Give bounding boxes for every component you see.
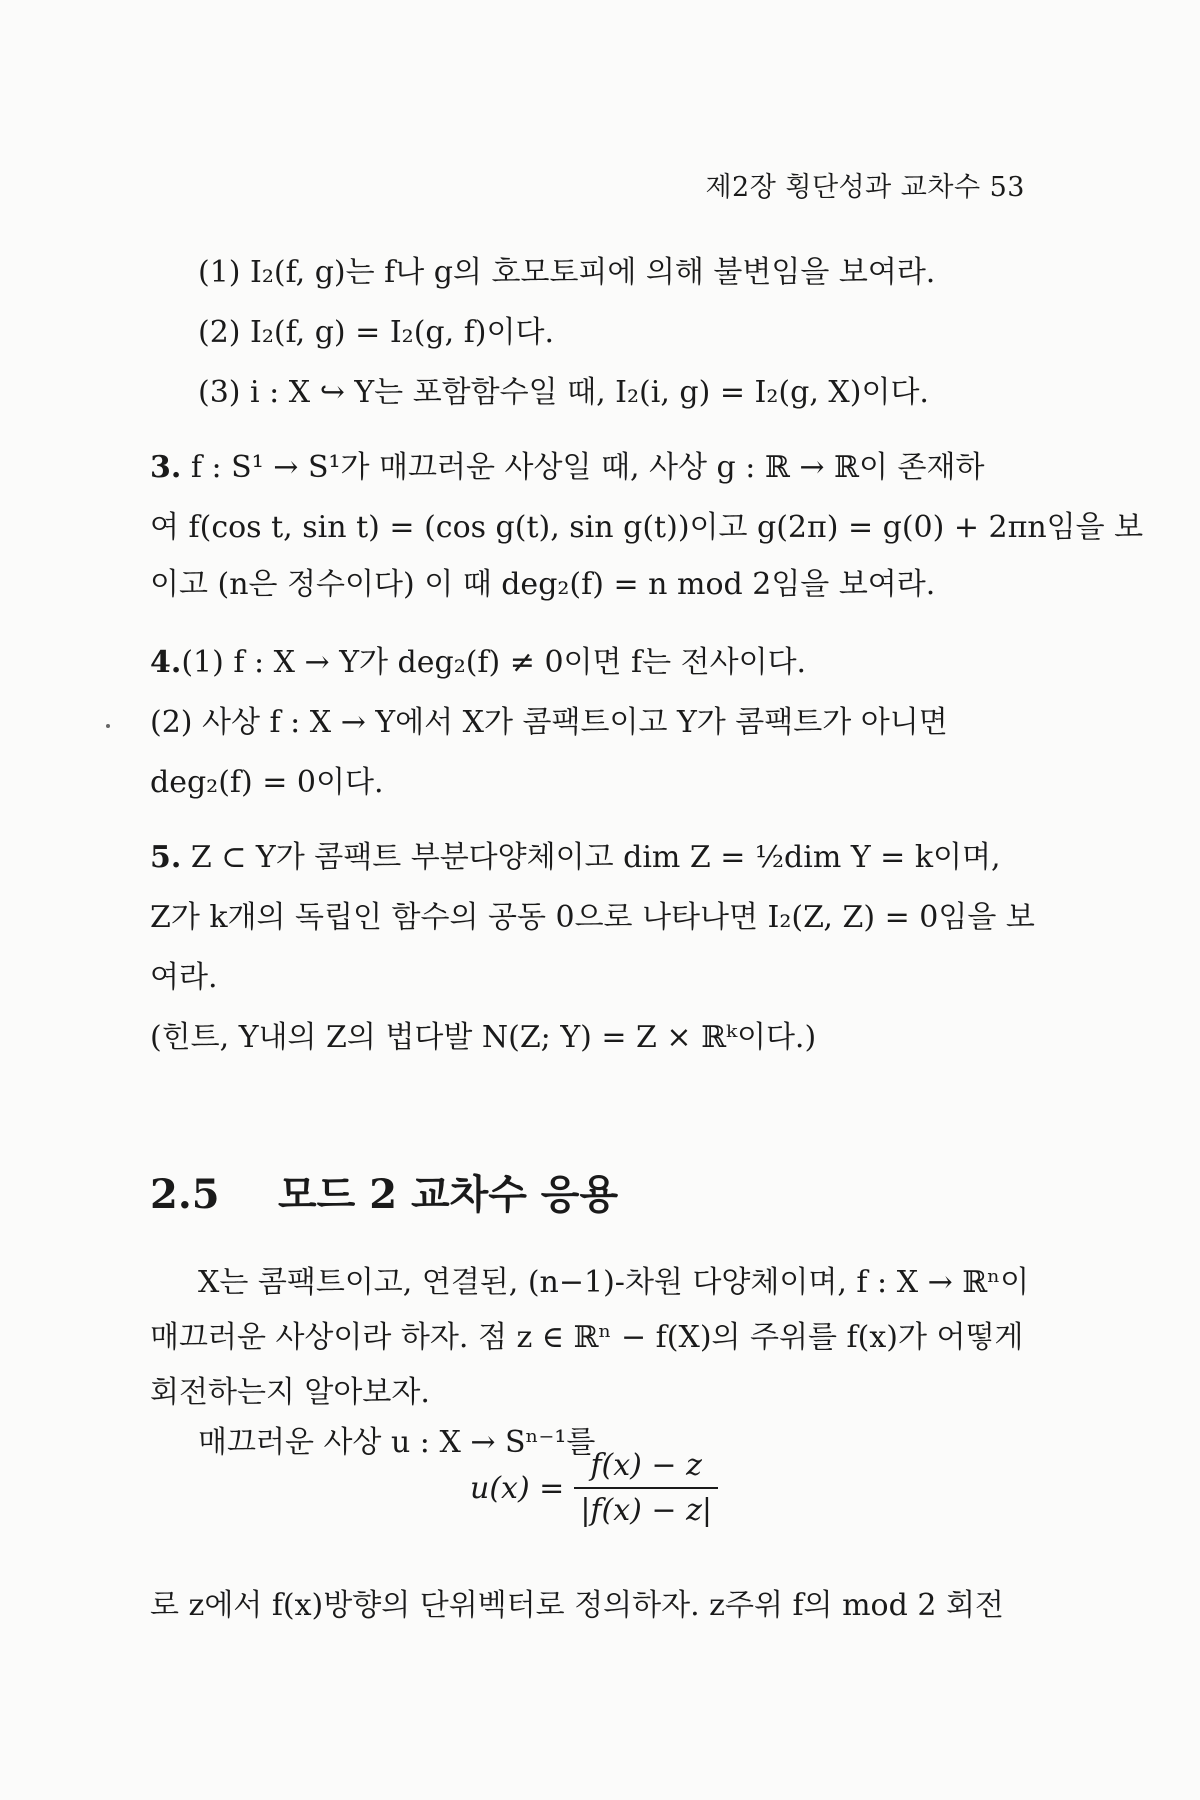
exercise-text: Z ⊂ Y가 콤팩트 부분다양체이고 dim Z = ½dim Y = k이며,: [190, 840, 1001, 875]
exercise-4-line-2: (2) 사상 f : X → Y에서 X가 콤팩트이고 Y가 콤팩트가 아니면: [150, 705, 948, 740]
exercise-number: 3.: [150, 450, 182, 485]
section-heading: [150, 1163, 618, 1220]
body-line-1: X는 콤팩트이고, 연결된, (n−1)-차원 다양체이며, f : X → ℝⁿ이: [198, 1265, 1030, 1300]
exercise-part-1: (1) I₂(f, g)는 f나 g의 호모토피에 의해 불변임을 보여라.: [198, 255, 936, 290]
formula-denominator: |f(x) − z|: [574, 1487, 718, 1528]
exercise-4-line-1: [150, 645, 1050, 681]
exercise-number: 5.: [150, 840, 182, 875]
exercise-text: (1) f : X → Y가 deg₂(f) ≠ 0이면 f는 전사이다.: [181, 645, 807, 680]
body-line-2: 매끄러운 사상이라 하자. 점 z ∈ ℝⁿ − f(X)의 주위를 f(x)가 어떻게: [150, 1320, 1024, 1355]
exercise-3-line-1: [150, 450, 1050, 486]
exercise-5-line-2: Z가 k개의 독립인 함수의 공동 0으로 나타나면 I₂(Z, Z) = 0임을 보: [150, 900, 1035, 935]
exercise-5-line-3: 여라.: [150, 960, 218, 995]
body-line-4: 매끄러운 사상 u : X → Sⁿ⁻¹를: [198, 1425, 596, 1460]
section-title: 모드 2 교차수 응용: [278, 1171, 619, 1218]
exercise-3-line-3: 이고 (n은 정수이다) 이 때 deg₂(f) = n mod 2임을 보여라.: [150, 567, 936, 602]
exercise-number: 4.: [150, 645, 182, 680]
section-number: 2.5: [150, 1171, 220, 1218]
formula-fraction: [574, 1448, 718, 1528]
closing-line: 로 z에서 f(x)방향의 단위벡터로 정의하자. z주위 f의 mod 2 회전: [150, 1588, 1004, 1623]
exercise-3-line-2: 여 f(cos t, sin t) = (cos g(t), sin g(t))이고 g(2π) = g(0) + 2πn임을 보: [150, 510, 1144, 545]
margin-dot: [106, 724, 110, 728]
formula-numerator: f(x) − z: [590, 1448, 702, 1483]
exercise-part-2: (2) I₂(f, g) = I₂(g, f)이다.: [198, 315, 554, 350]
formula-lhs: u(x) =: [470, 1470, 565, 1506]
display-formula: [470, 1448, 718, 1528]
running-header: 제2장 횡단성과 교차수 53: [705, 172, 1025, 203]
exercise-part-3: (3) i : X ↪ Y는 포함함수일 때, I₂(i, g) = I₂(g, X)이다.: [198, 375, 929, 410]
body-line-3: 회전하는지 알아보자.: [150, 1375, 430, 1410]
exercise-4-line-3: deg₂(f) = 0이다.: [150, 765, 384, 800]
exercise-text: f : S¹ → S¹가 매끄러운 사상일 때, 사상 g : ℝ → ℝ이 존재하: [190, 450, 985, 485]
exercise-5-line-1: [150, 840, 1050, 876]
exercise-5-hint: (힌트, Y내의 Z의 법다발 N(Z; Y) = Z × ℝᵏ이다.): [150, 1020, 817, 1055]
